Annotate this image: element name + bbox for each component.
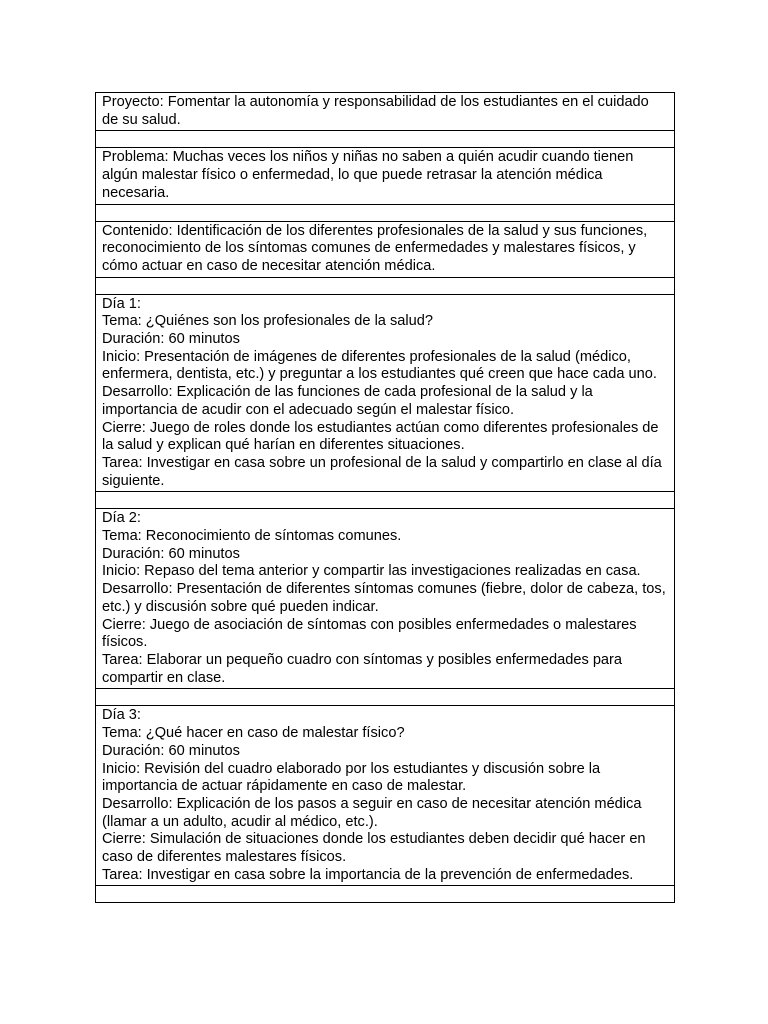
dia2-duracion: Duración: 60 minutos [102,545,240,562]
problema-row [96,148,675,204]
dia3-duracion: Duración: 60 minutos [102,742,240,759]
problema-cell: Problema: Muchas veces los niños y niñas no saben a quién acudir cuando tienen algún malestar físico o enfermedad, lo que puede retrasar la atención médica necesaria. [96,148,675,204]
dia1-duracion: Duración: 60 minutos [102,331,240,348]
dia1-desarrollo: Desarrollo: Explicación de las funciones de cada profesional de la salud y la importancia de acudir con el adecuado según el malestar físico. [102,384,593,418]
spacer-cell [96,492,675,509]
dia2-tema: Tema: Reconocimiento de síntomas comunes. [102,528,402,545]
dia3-cierre: Cierre: Simulación de situaciones donde los estudiantes deben decidir qué hacer en caso de diferentes malestares físicos. [102,831,646,866]
spacer-row [96,689,675,706]
spacer-cell [96,277,675,294]
dia2-desarrollo: Desarrollo: Presentación de diferentes síntomas comunes (fiebre, dolor de cabeza, tos, etc.) y discusión sobre qué pueden indicar. [102,581,666,615]
spacer-cell [96,131,675,148]
spacer-row [96,204,675,221]
dia1-title: Día 1: [102,295,141,312]
dia2-tarea: Tarea: Elaborar un pequeño cuadro con síntomas y posibles enfermedades para compartir en clase. [102,651,623,686]
dia1-cell [96,294,675,492]
dia3-cell [96,706,675,886]
dia2-title: Día 2: [102,510,141,527]
dia2-inicio: Inicio: Repaso del tema anterior y compartir las investigaciones realizadas en casa. [102,563,641,580]
dia2-cierre: Cierre: Juego de asociación de síntomas con posibles enfermedades o malestares físicos. [102,616,637,651]
dia2-cell [96,509,675,689]
proyecto-cell: Proyecto: Fomentar la autonomía y responsabilidad de los estudiantes en el cuidado de su salud. [96,93,675,131]
dia3-row [96,706,675,886]
contenido-cell: Contenido: Identificación de los diferentes profesionales de la salud y sus funciones, reconocimiento de los síntomas comunes de enfermedades y malestares físicos, y cómo actuar en caso de necesitar atención médica. [96,221,675,277]
dia3-inicio: Inicio: Revisión del cuadro elaborado por los estudiantes y discusión sobre la importancia de actuar rápidamente en caso de malestar. [102,760,601,795]
spacer-row [96,886,675,903]
spacer-row [96,277,675,294]
spacer-row [96,492,675,509]
dia3-tarea: Tarea: Investigar en casa sobre la importancia de la prevención de enfermedades. [102,866,634,883]
dia2-row [96,509,675,689]
spacer-cell [96,204,675,221]
spacer-cell [96,886,675,903]
contenido-row [96,221,675,277]
spacer-cell [96,689,675,706]
dia1-tema: Tema: ¿Quiénes son los profesionales de la salud? [102,313,433,330]
dia3-desarrollo: Desarrollo: Explicación de los pasos a seguir en caso de necesitar atención médica (llamar a un adulto, acudir al médico, etc.). [102,795,642,830]
dia1-row [96,294,675,492]
dia3-tema: Tema: ¿Qué hacer en caso de malestar físico? [102,725,405,742]
spacer-row [96,131,675,148]
dia1-cierre: Cierre: Juego de roles donde los estudiantes actúan como diferentes profesionales de la salud y explican qué harían en diferentes situaciones. [102,419,659,454]
lesson-plan-table [95,92,675,903]
dia3-title: Día 3: [102,707,141,724]
dia1-tarea: Tarea: Investigar en casa sobre un profesional de la salud y compartirlo en clase al día siguiente. [102,454,662,489]
proyecto-row [96,93,675,131]
dia1-inicio: Inicio: Presentación de imágenes de diferentes profesionales de la salud (médico, enfermera, dentista, etc.) y preguntar a los estudiantes qué creen que hace cada uno. [102,348,657,383]
